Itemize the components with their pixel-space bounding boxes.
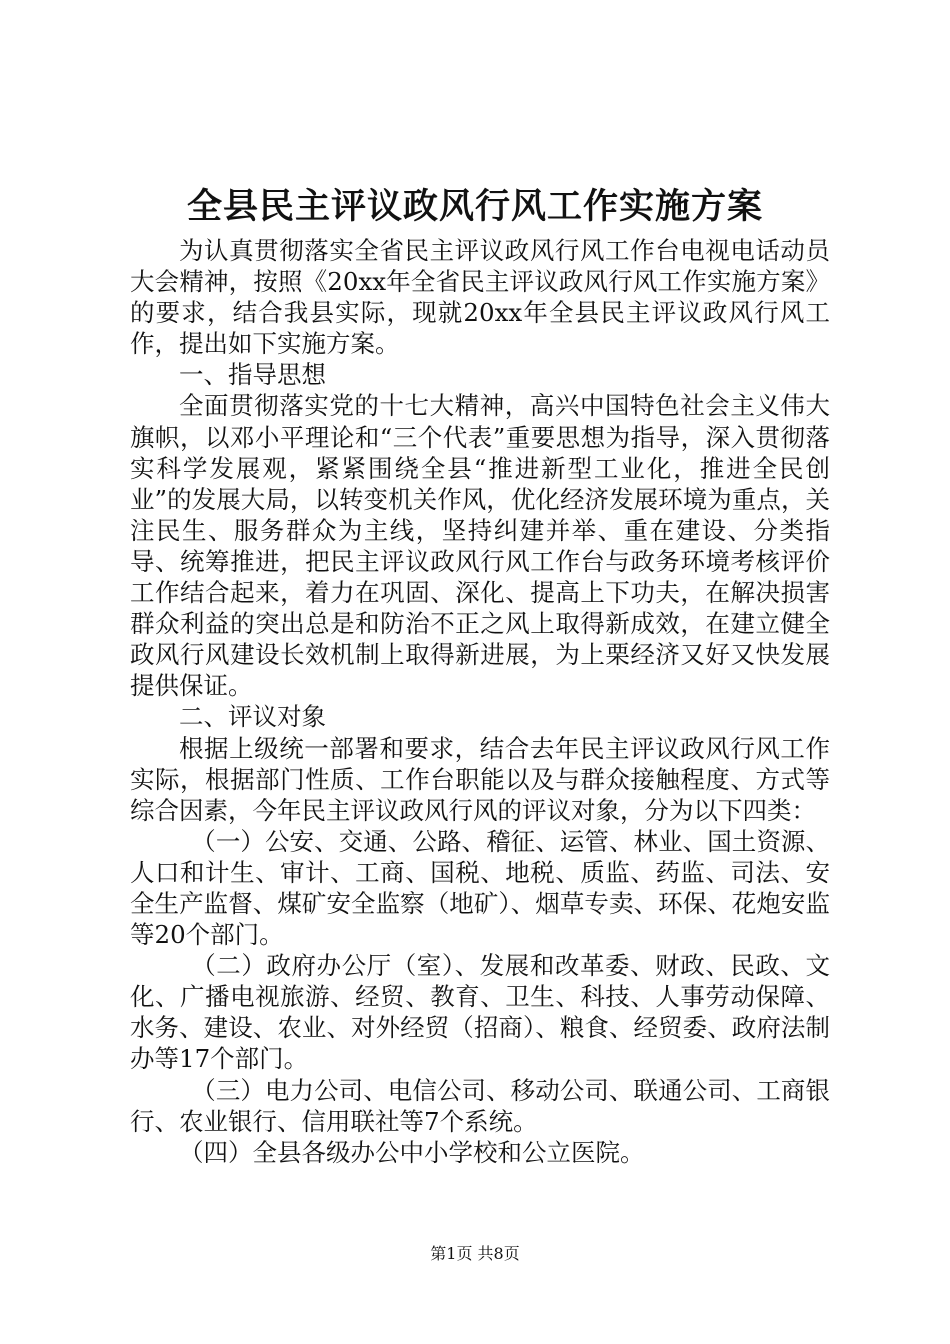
- target-category-2: （二）政府办公厅（室）、发展和改革委、财政、民政、文化、广播电视旅游、经贸、教育、卫生、科技、人事劳动保障、水务、建设、农业、对外经贸（招商）、粮食、经贸委、政府法制办等17个部门。: [130, 951, 830, 1074]
- section-heading-evaluation-targets: 二、评议对象: [179, 702, 326, 732]
- target-category-4: （四）全县各级办公中小学校和公立医院。: [179, 1137, 645, 1167]
- page-footer: 第1页 共8页: [430, 1244, 520, 1263]
- target-category-3: （三）电力公司、电信公司、移动公司、联通公司、工商银行、农业银行、信用联社等7个系统。: [130, 1075, 830, 1136]
- evaluation-targets-paragraph: 根据上级统一部署和要求，结合去年民主评议政风行风工作实际，根据部门性质、工作台职能以及与群众接触程度、方式等综合因素，今年民主评议政风行风的评议对象，分为以下四类：: [130, 733, 830, 825]
- target-category-1: （一）公安、交通、公路、稽征、运管、林业、国土资源、人口和计生、审计、工商、国税、地税、质监、药监、司法、安全生产监督、煤矿安全监察（地矿）、烟草专卖、环保、花炮安监等20个部门。: [130, 826, 830, 950]
- guiding-ideology-paragraph: 全面贯彻落实党的十七大精神，高兴中国特色社会主义伟大旗帜，以邓小平理论和“三个代表”重要思想为指导，深入贯彻落实科学发展观，紧紧围绕全县“推进新型工业化，推进全民创业”的发展大局，以转变机关作风，优化经济发展环境为重点，关注民生、服务群众为主线，坚持纠建并举、重在建设、分类指导、统筹推进，把民主评议政风行风工作台与政务环境考核评价工作结合起来，着力在巩固、深化、提高上下功夫，在解决损害群众利益的突出总是和防治不正之风上取得新成效，在建立健全政风行风建设长效机制上取得新进展，为上栗经济又好又快发展提供保证。: [130, 391, 830, 701]
- document-body: [130, 235, 830, 1168]
- intro-paragraph: 为认真贯彻落实全省民主评议政风行风工作台电视电话动员大会精神，按照《20xx年全省民主评议政风行风工作实施方案》的要求，结合我县实际，现就20xx年全县民主评议政风行风工作，提出如下实施方案。: [130, 236, 830, 359]
- section-heading-guiding-ideology: 一、指导思想: [179, 360, 326, 390]
- document-title: 全县民主评议政风行风工作实施方案: [186, 186, 763, 227]
